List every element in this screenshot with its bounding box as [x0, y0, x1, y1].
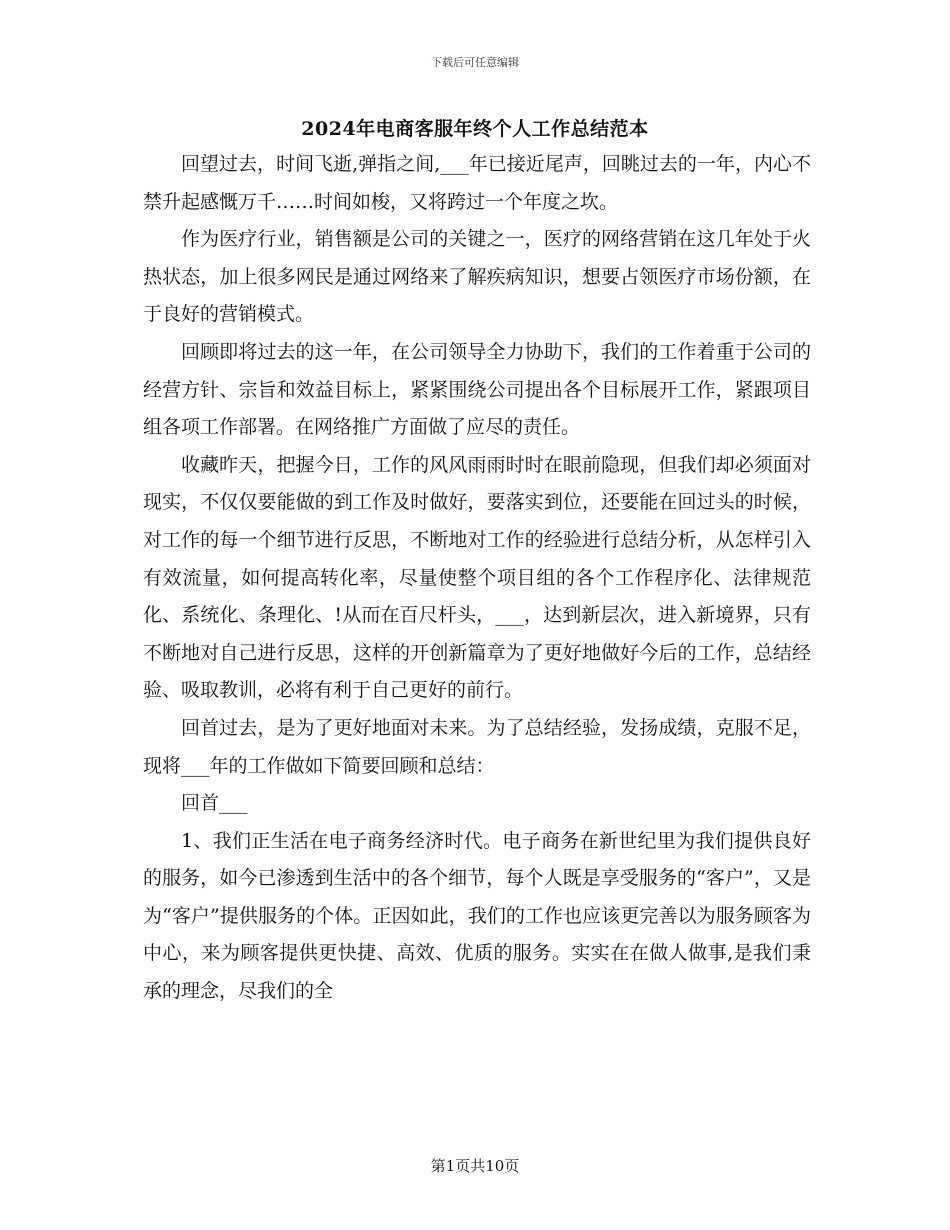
paragraph: 作为医疗行业，销售额是公司的关键之一，医疗的网络营销在这几年处于火热状态，加上很多网民是通过网络来了解疾病知识，想要占领医疗市场份额，在于良好的营销模式。 — [143, 228, 811, 326]
paragraph: 回首过去，是为了更好地面对未来。为了总结经验，发扬成绩，克服不足，现将___年的工作做如下简要回顾和总结： — [143, 716, 811, 777]
paragraph: 收藏昨天，把握今日，工作的风风雨雨时时在眼前隐现，但我们却必须面对现实，不仅仅要能做的到工作及时做好，要落实到位，还要能在回过头的时候，对工作的每一个细节进行反思，不断地对工作的经验进行总结分析，从怎样引入有效流量，如何提高转化率，尽量使整个项目组的各个工作程序化、法律规范化、系统化、条理化、!从而在百尺杆头，___，达到新层次，进入新境界，只有不断地对自己进行反思，这样的开创新篇章为了更好地做好今后的工作，总结经验、吸取教训，必将有利于自己更好的前行。 — [143, 453, 811, 702]
paragraph: 回首___ — [181, 792, 248, 815]
paragraph: 回顾即将过去的这一年，在公司领导全力协助下，我们的工作着重于公司的经营方针、宗旨和效益目标上，紧紧围绕公司提出各个目标展开工作，紧跟项目组各项工作部署。在网络推广方面做了应尽的责任。 — [143, 340, 811, 439]
document-title: 2024年电商客服年终个人工作总结范本 — [301, 118, 649, 140]
page-number: 第1页共10页 — [430, 1157, 520, 1175]
paragraph: 1、我们正生活在电子商务经济时代。电子商务在新世纪里为我们提供良好的服务，如今已渗透到生活中的各个细节，每个人既是享受服务的“客户”，又是为“客户”提供服务的个体。正因如此，我们的工作也应该更完善以为服务顾客为中心，来为顾客提供更快捷、高效、优质的服务。实实在在做人做事,是我们秉承的理念，尽我们的全 — [143, 829, 811, 1003]
page-header: 下载后可任意编辑 — [431, 56, 519, 69]
document-body — [143, 146, 811, 1011]
paragraph: 回望过去，时间飞逝,弹指之间,___年已接近尾声，回眺过去的一年，内心不禁升起感慨万千……时间如梭，又将跨过一个年度之坎。 — [143, 153, 811, 213]
